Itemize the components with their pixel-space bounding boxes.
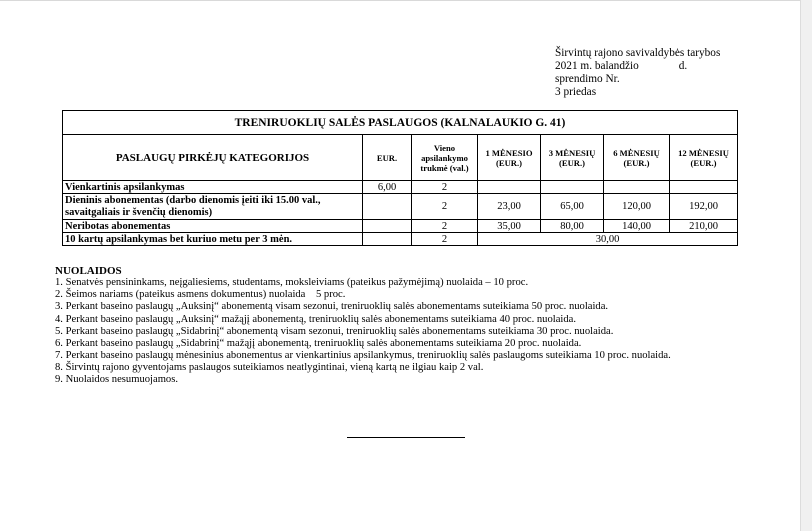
row-6-months: 140,00	[604, 220, 670, 233]
table-row	[63, 181, 738, 194]
row-6-months	[604, 181, 670, 194]
annex-line-date	[555, 60, 720, 73]
row-6-months: 120,00	[604, 194, 670, 220]
discount-item: 1. Senatvės pensininkams, neįgaliesiems, studentams, moksleiviams (pateikus pažymėjimą) nuolaida – 10 proc.	[55, 277, 529, 289]
header-3-months: 3 MĖNESIŲ (EUR.)	[541, 135, 604, 181]
row-label: Vienkartinis apsilankymas	[63, 181, 363, 194]
discount-item: 4. Perkant baseino paslaugų „Auksinį“ mažąjį abonementą, treniruoklių salės abonementams suteikiama 40 proc. nuolaida.	[55, 313, 577, 325]
header-12-months: 12 MĖNESIŲ (EUR.)	[670, 135, 738, 181]
discounts-title: NUOLAIDOS	[55, 265, 122, 277]
row-eur	[363, 194, 412, 220]
row-3-months	[541, 181, 604, 194]
header-duration: Vieno apsilankymo trukmė (val.)	[412, 135, 478, 181]
discounts-section	[55, 265, 671, 387]
annex-line-decision: sprendimo Nr.	[555, 73, 620, 85]
header-category: PASLAUGŲ PIRKĖJŲ KATEGORIJOS	[63, 135, 363, 181]
discount-item: 8. Širvintų rajono gyventojams paslaugos suteikiamos neatlygintinai, vieną kartą ne ilgiau kaip 2 val.	[55, 362, 484, 374]
row-duration: 2	[412, 181, 478, 194]
row-label: Neribotas abonementas	[63, 220, 363, 233]
header-eur: EUR.	[363, 135, 412, 181]
row-label: Dieninis abonementas (darbo dienomis įeiti iki 15.00 val., savaitgaliais ir švenčių dienomis)	[63, 194, 363, 220]
table-row	[63, 233, 738, 246]
annex-line-council: Širvintų rajono savivaldybės tarybos	[555, 47, 721, 59]
row-1-month: 23,00	[478, 194, 541, 220]
row-label: 10 kartų apsilankymas bet kuriuo metu per 3 mėn.	[63, 233, 363, 246]
header-6-months: 6 MĖNESIŲ (EUR.)	[604, 135, 670, 181]
discount-item: 6. Perkant baseino paslaugų „Sidabrinį“ mažąjį abonementą, treniruoklių salės abonementams suteikiama 20 proc. nuolaida.	[55, 337, 582, 349]
discount-item: 7. Perkant baseino paslaugų mėnesinius abonementus ar vienkartinius apsilankymus, treniruoklių salės paslaugoms suteikiama 10 proc. nuolaida.	[55, 350, 671, 362]
vertical-scrollbar[interactable]	[800, 0, 812, 531]
row-eur: 6,00	[363, 181, 412, 194]
discount-item: 2. Šeimos nariams (pateikus asmens dokumentus) nuolaida 5 proc.	[55, 289, 346, 301]
annex-date-day: d.	[678, 60, 688, 72]
table-row	[63, 194, 738, 220]
discount-item: 3. Perkant baseino paslaugų „Auksinį“ abonementą visam sezonui, treniruoklių salės abonementams suteikiama 50 proc. nuolaida.	[55, 301, 609, 313]
row-duration: 2	[412, 233, 478, 246]
row-3-months: 80,00	[541, 220, 604, 233]
row-1-month	[478, 181, 541, 194]
row-price-merged: 30,00	[478, 233, 738, 246]
table-row	[63, 220, 738, 233]
header-1-month: 1 MĖNESIO (EUR.)	[478, 135, 541, 181]
row-duration: 2	[412, 194, 478, 220]
row-duration: 2	[412, 220, 478, 233]
row-eur	[363, 220, 412, 233]
discount-item: 5. Perkant baseino paslaugų „Sidabrinį“ abonementą visam sezonui, treniruoklių salės abonementams suteikiama 30 proc. nuolaida.	[55, 325, 614, 337]
annex-line-number: 3 priedas	[555, 86, 597, 98]
page-top-border	[0, 0, 800, 1]
row-12-months: 192,00	[670, 194, 738, 220]
table-title: TRENIRUOKLIŲ SALĖS PASLAUGOS (KALNALAUKIO G. 41)	[63, 111, 738, 135]
annex-header	[555, 47, 720, 99]
row-12-months	[670, 181, 738, 194]
annex-date-text: 2021 m. balandžio	[555, 60, 639, 72]
row-3-months: 65,00	[541, 194, 604, 220]
prices-table	[62, 110, 738, 246]
discount-item: 9. Nuolaidos nesumuojamos.	[55, 374, 178, 386]
row-12-months: 210,00	[670, 220, 738, 233]
row-1-month: 35,00	[478, 220, 541, 233]
row-eur	[363, 233, 412, 246]
end-divider-line	[347, 437, 465, 438]
